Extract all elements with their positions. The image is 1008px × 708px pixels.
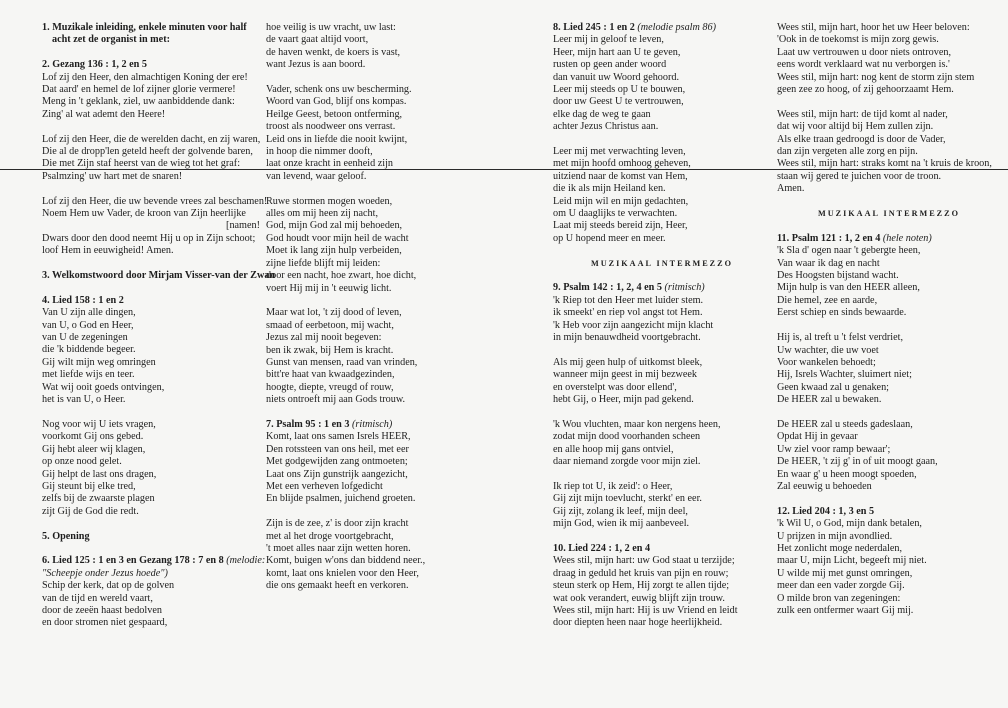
verse-line: 'k Sla d' ogen naar 't gebergte heen, — [777, 245, 921, 257]
verse-line: alles om mij heen zij nacht, — [266, 208, 379, 220]
verse-line: meer dan een vader zorgde Gij. — [777, 580, 905, 592]
verse-line: achter Jezus Christus aan. — [553, 121, 659, 133]
section-10 — [553, 543, 771, 630]
verse-line: Leer mij in geloof te leven, — [553, 34, 664, 46]
verse-line: Het zonlicht moge nederdalen, — [777, 542, 903, 554]
verse-line: staan wij gered te juichen voor de troon. — [777, 170, 942, 182]
verse-line: Als mij geen hulp of uitkomst bleek, — [553, 356, 703, 368]
verse-line: elke dag de weg te gaan — [553, 108, 651, 120]
verse-line: want Jezus is aan boord. — [266, 59, 366, 71]
verse-line: De HEER, 't zij g' in of uit moogt gaan, — [777, 456, 938, 468]
verse-line: op U hopend meer en meer. — [553, 232, 666, 244]
melody-hint: (melodie psalm 86) — [637, 22, 716, 33]
verse-line: Komt, laat ons samen Isrels HEER, — [266, 431, 411, 443]
verse — [777, 518, 1001, 617]
melody-hint: "Scheepje onder Jezus hoede") — [42, 567, 168, 579]
verse — [553, 357, 771, 407]
verse-line: Wees stil, mijn hart: Hij is uw Vriend en leidt — [553, 604, 738, 616]
verse-line: Ruwe stormen mogen woeden, — [266, 195, 393, 207]
verse-line: door een nacht, hoe zwart, hoe dicht, — [266, 270, 417, 282]
melody-hint: (melodie: — [226, 555, 266, 567]
verse-line: wat ook verandert, euwig blijft zijn trouw. — [553, 592, 725, 604]
heading-line: acht zet de organist in met: — [52, 34, 170, 46]
verse-line: en door stromen niet gespaard, — [42, 617, 168, 629]
verse-line: zelfs bij de zwaarste plagen — [42, 493, 155, 505]
verse — [777, 109, 1001, 196]
verse-line: eens wordt verklaard wat nu verborgen is.' — [777, 59, 950, 71]
verse-line: Meng in 't geklank, ziel, uw aanbiddende dank: — [42, 96, 235, 108]
verse-line: Wees stil, mijn hart: nog kent de storm zijn stem — [777, 71, 975, 83]
verse-line: op onze nood gelet. — [42, 456, 122, 468]
verse-line: En waar g' u heen moogt spoeden, — [777, 468, 917, 480]
verse-line: 'Ook in de toekomst is mijn zorg gewis. — [777, 34, 939, 46]
verse-line: en alle hoop mij gans ontviel, — [553, 443, 674, 455]
melody-hint: (ritmisch) — [352, 418, 393, 430]
verse-line: Wat wij ooit goeds ontvingen, — [42, 381, 165, 393]
verse-line: niets ontroeft mij aan Gods trouw. — [266, 394, 406, 406]
section-9-heading: 9. Psalm 142 : 1, 2, 4 en 5 — [553, 282, 662, 294]
verse-line: Uw ziel voor ramp bewaar'; — [777, 443, 891, 455]
verse-line: Die al de dropp'len geteld heeft der golvende baren, — [42, 146, 253, 158]
verse-line: 'k Riep tot den Heer met luider stem. — [553, 294, 704, 306]
verse-line: Laat uw vertrouwen u door niets ontroven, — [777, 46, 951, 58]
verse-line: Jezus zal mij nooit begeven: — [266, 332, 382, 344]
verse-line: door diepten heen naar hoge heerlijkheid. — [553, 617, 723, 629]
verse-line: van levend, waar geloof. — [266, 170, 367, 182]
verse-line: God, mijn God zal mij behoeden, — [266, 220, 403, 232]
verse — [553, 34, 771, 133]
heading-line: 1. Muzikale inleiding, enkele minuten voor half — [42, 22, 247, 33]
verse-line: Zal eeuwig u behoeden — [777, 480, 872, 492]
verse-line: geen zee zo hoog, of zij gehoorzaamt Hem. — [777, 84, 954, 96]
verse-line: Wees stil, mijn hart: straks komt na 't kruis de kroon, — [777, 158, 992, 170]
verse-line: smaad of eerbetoon, mij wacht, — [266, 319, 394, 331]
verse-line: draag in geduld het kruis van pijn en rouw; — [553, 567, 729, 579]
verse-line: Woord van God, blijf ons kompas. — [266, 96, 407, 108]
verse-line: Gij zijt, zolang ik leef, mijn deel, — [553, 505, 688, 517]
verse — [777, 419, 1001, 493]
verse-line: die ons gemaakt heeft en verkoren. — [266, 580, 409, 592]
verse-line: 't moet alles naar zijn wetten horen. — [266, 542, 411, 554]
verse-line: komt, laat ons knielen voor den Heer, — [266, 567, 419, 579]
verse-line: U wilde mij met gunst omringen, — [777, 567, 913, 579]
verse-line: 'k Heb voor zijn aangezicht mijn klacht — [553, 319, 714, 331]
melody-hint: (ritmisch) — [664, 282, 705, 294]
verse-line: Amen. — [777, 183, 805, 195]
verse-line: Voor wankelen behoedt; — [777, 356, 876, 368]
verse-line: Nog voor wij U iets vragen, — [42, 418, 156, 430]
verse-line: Ik riep tot U, ik zeid': o Heer, — [553, 480, 673, 492]
section-8 — [553, 22, 771, 134]
section-6-heading: 6. Lied 125 : 1 en 3 en Gezang 178 : 7 en 8 — [42, 555, 224, 567]
verse-line: dan vanuit uw Woord gehoord. — [553, 71, 680, 83]
verse-line: zodat mijn dood voorhanden scheen — [553, 431, 701, 443]
verse-line: rusten op geen ander woord — [553, 59, 667, 71]
section-8-heading: 8. Lied 245 : 1 en 2 — [553, 22, 635, 33]
section-11 — [777, 233, 1001, 320]
verse-line: die ik als mijn Heiland ken. — [553, 183, 666, 195]
verse-line: Leid mijn wil en mijn gedachten, — [553, 195, 689, 207]
verse-line: Van U zijn alle dingen, — [42, 307, 136, 319]
verse-line: wanneer mijn geest in mij bezweek — [553, 369, 697, 381]
verse-line: laat onze kracht in eenheid zijn — [266, 158, 394, 170]
verse-line: voert Hij mij in 't eeuwig licht. — [266, 282, 392, 294]
verse-line: De HEER zal u bewaken. — [777, 394, 882, 406]
verse-line: in hoop die nimmer dooft, — [266, 146, 373, 158]
verse-line: zijne liefde blijft mij leiden: — [266, 257, 381, 269]
verse-line: Lof zij den Heer, die uw bevende vrees zal beschamen! — [42, 195, 268, 207]
verse-line: Zijn is de zee, z' is door zijn kracht — [266, 518, 409, 530]
verse-line: mijn God, wien ik mij aanbeveel. — [553, 518, 690, 530]
verse-line: door uw Geest U te vertrouwen, — [553, 96, 684, 108]
verse-line: Noem Hem uw Vader, de kroon van Zijn heerlijke — [42, 208, 246, 220]
heading-line: 3. Welkomstwoord door Mirjam Visser-van der Zwan — [42, 270, 276, 282]
verse-line: En blijde psalmen, juichend groeten. — [266, 493, 416, 505]
verse-line: God houdt voor mijn heil de wacht — [266, 232, 409, 244]
verse-line: van de tijd en wereld vaart, — [42, 592, 153, 604]
verse-line: met liefde wijs en teer. — [42, 369, 135, 381]
verse-line: Leid ons in liefde die nooit kwijnt, — [266, 133, 408, 145]
verse-line: Als elke traan gedroogd is door de Vader, — [777, 133, 946, 145]
verse-line: dat wij voor altijd bij Hem zullen zijn. — [777, 121, 934, 133]
verse-line: zijt Gij de God die redt. — [42, 505, 139, 517]
verse-line: Gij helpt de last ons dragen, — [42, 468, 157, 480]
verse-line: en overstelpt was door ellend', — [553, 381, 677, 393]
verse-line: zulk een ontfermer waart Gij mij. — [777, 605, 914, 616]
verse-line: Opdat Hij in gevaar — [777, 431, 858, 443]
column-3 — [553, 22, 771, 642]
verse-line: Moet ik lang zijn hulp verbeiden, — [266, 245, 402, 257]
verse-line: Heer, mijn hart aan U te geven, — [553, 46, 681, 58]
fold-line — [0, 169, 1008, 170]
verse-line: Des Hoogsten bijstand wacht. — [777, 270, 899, 282]
verse-line: Eerst schiep en sinds bewaarde. — [777, 307, 907, 319]
verse-line: voorkomt Gij ons gebed. — [42, 431, 144, 443]
verse-line: bitt're haat van kwaadgezinden, — [266, 369, 395, 381]
verse-line: hoe veilig is uw vracht, uw last: — [266, 22, 396, 33]
verse-line: 'k Wou vluchten, maar kon nergens heen, — [553, 418, 721, 430]
column-4 — [777, 22, 1001, 630]
verse-line: de haven wenkt, de koers is vast, — [266, 46, 401, 58]
verse-line: Van waar ik dag en nacht — [777, 257, 880, 269]
verse-line: Hij, Isrels Wachter, sluimert niet; — [777, 369, 912, 381]
verse-line: hebt Gij, o Heer, mijn pad gekend. — [553, 394, 694, 406]
interlude-label: MUZIKAAL INTERMEZZO — [591, 258, 733, 268]
verse-line: ik smeekt' en riep vol angst tot Hem. — [553, 307, 703, 319]
verse-line: loof Hem in eeuwigheid! Amen. — [42, 245, 174, 257]
interlude-label: MUZIKAAL INTERMEZZO — [818, 209, 960, 219]
verse-line: maar U, mijn Licht, begeeft mij niet. — [777, 555, 927, 567]
verse-line: Gij zijt mijn toevlucht, sterkt' en eer. — [553, 493, 702, 505]
verse-line: van U, o God en Heer, — [42, 319, 134, 331]
verse-line: met mijn hoofd omhoog geheven, — [553, 158, 691, 170]
verse-line: in mijn benauwdheid voortgebracht. — [553, 332, 701, 344]
section-11-heading: 11. Psalm 121 : 1, 2 en 4 — [777, 232, 881, 244]
verse-line: Gij hebt aleer wij klagen, — [42, 443, 146, 455]
verse-line: Wees stil, mijn hart, hoor het uw Heer beloven: — [777, 22, 970, 33]
section-4-heading: 4. Lied 158 : 1 en 2 — [42, 294, 124, 306]
section-2-heading: 2. Gezang 136 : 1, 2 en 5 — [42, 59, 147, 71]
section-9 — [553, 282, 771, 344]
verse-line: Psalmzing' uw hart met de snaren! — [42, 170, 183, 182]
verse — [777, 22, 1001, 96]
verse-line: met al het droge voortgebracht, — [266, 530, 394, 542]
verse — [553, 419, 771, 469]
verse-line: Laat ons Zijn gunstrijk aangezicht, — [266, 468, 408, 480]
verse-line: Mijn hulp is van den HEER alleen, — [777, 282, 920, 294]
verse-line: 'k Wil U, o God, mijn dank betalen, — [777, 518, 922, 530]
melody-hint: (hele noten) — [882, 232, 932, 244]
verse-line: Wees stil, mijn hart: de tijd komt al nader, — [777, 108, 948, 120]
section-10-heading: 10. Lied 224 : 1, 2 en 4 — [553, 542, 651, 554]
heading-line: 5. Opening — [42, 530, 90, 542]
verse-line: dan zijn vergeten alle zorg en pijn. — [777, 146, 918, 158]
verse-line: ben ik zwak, bij Hem is kracht. — [266, 344, 394, 356]
verse-line: U prijzen in mijn avondlied. — [777, 530, 893, 542]
verse-line: Lof zij den Heer, die de werelden dacht, en zij waren, — [42, 133, 261, 145]
verse — [553, 481, 771, 531]
verse-line: Gij wilt mijn weg omringen — [42, 356, 156, 368]
verse-line: Uw wachter, die uw voet — [777, 344, 879, 356]
verse-line: O milde bron van zegeningen: — [777, 592, 901, 604]
verse-line: [namen! — [226, 220, 260, 232]
verse-line: de vaart gaat altijd voort, — [266, 34, 369, 46]
verse — [553, 146, 771, 245]
section-12-heading: 12. Lied 204 : 1, 3 en 5 — [777, 505, 875, 517]
verse-line: het is van U, o Heer. — [42, 394, 126, 406]
verse-line: steun sterk op Hem, Hij zorgt te allen tijde; — [553, 580, 730, 592]
verse-line: die 'k biddende begeer. — [42, 344, 136, 356]
verse-line: door de zeeën haast bedolven — [42, 604, 162, 616]
verse-line: troost als noodweer ons verrast. — [266, 121, 396, 133]
verse-line: Met godgewijden zang ontmoeten; — [266, 456, 408, 468]
verse-line: Met een verheven lofgedicht — [266, 480, 383, 492]
verse-line: Vader, schenk ons uw bescherming. — [266, 84, 412, 96]
verse-line: De HEER zal u steeds gadeslaan, — [777, 418, 913, 430]
verse — [777, 332, 1001, 406]
verse-line: Laat mij steeds bereid zijn, Heer, — [553, 220, 688, 232]
verse-line: Schip der kerk, dat op de golven — [42, 580, 175, 592]
verse-line: Gunst van mensen, raad van vrinden, — [266, 356, 418, 368]
verse-line: Geen kwaad zal u genaken; — [777, 381, 890, 393]
verse-line: Komt, buigen w'ons dan biddend neer., — [266, 555, 426, 567]
verse — [777, 245, 1001, 319]
section-12 — [777, 506, 1001, 618]
verse-line: Zing' al wat ademt den Heere! — [42, 108, 166, 120]
verse-line: Hij is, al treft u 't felst verdriet, — [777, 332, 904, 344]
verse-line: om U daaglijks te verwachten. — [553, 208, 678, 220]
verse-line: Die met Zijn staf heerst van de wieg tot het graf: — [42, 158, 241, 170]
verse-line: Den rotssteen van ons heil, met eer — [266, 443, 409, 455]
verse-line: uitziend naar de komst van Hem, — [553, 170, 688, 182]
verse-line: hoogte, diepte, vreugd of rouw, — [266, 381, 394, 393]
verse-line: Heilge Geest, betoon ontferming, — [266, 108, 403, 120]
verse-line: Dwars door den dood neemt Hij u op in Zijn schoot; — [42, 232, 256, 244]
verse-line: Gij steunt bij elke tred, — [42, 480, 136, 492]
verse — [553, 555, 771, 629]
verse-line: daar niemand zorgde voor mijn ziel. — [553, 456, 701, 468]
verse-line: Dat aard' en hemel de lof zijner glorie vermere! — [42, 84, 236, 96]
section-7-heading: 7. Psalm 95 : 1 en 3 — [266, 418, 350, 430]
verse-line: Maar wat lot, 't zij dood of leven, — [266, 307, 402, 319]
verse-line: Die hemel, zee en aarde, — [777, 294, 878, 306]
verse-line: Wees stil, mijn hart: uw God staat u terzijde; — [553, 555, 735, 567]
verse-line: Leer mij steeds op U te bouwen, — [553, 84, 686, 96]
verse — [553, 295, 771, 345]
verse-line: van U de zegeningen — [42, 332, 128, 344]
verse-line: Lof zij den Heer, den almachtigen Koning der ere! — [42, 71, 248, 83]
verse-line: Leer mij met verwachting leven, — [553, 146, 686, 158]
